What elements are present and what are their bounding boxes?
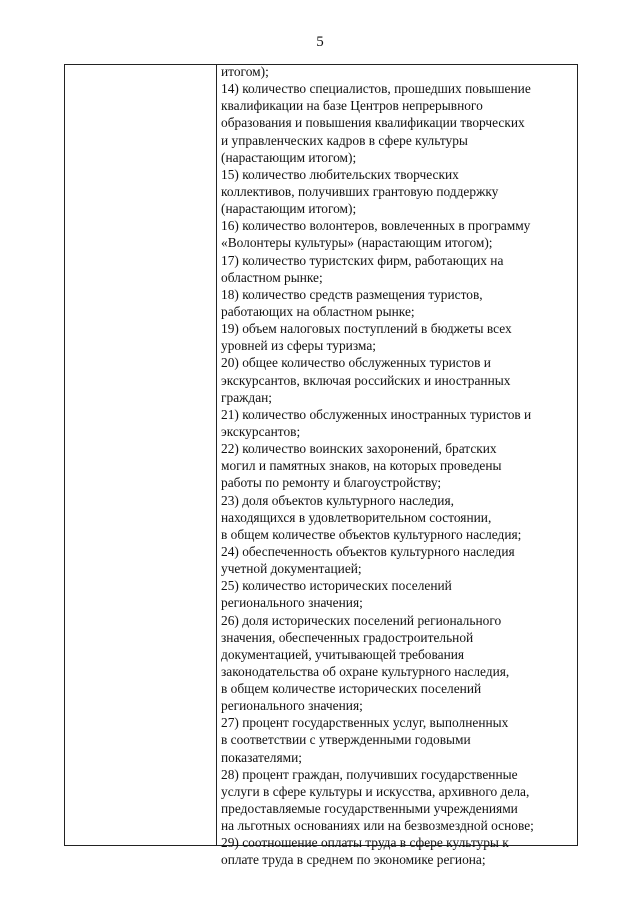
- indicator-line: услуги в сфере культуры и искусства, архивного дела,: [221, 783, 530, 799]
- indicator-line: в общем количестве исторических поселений: [221, 681, 482, 697]
- indicator-line: граждан;: [221, 389, 273, 405]
- indicator-line: 23) доля объектов культурного наследия,: [221, 492, 454, 508]
- indicator-line: учетной документацией;: [221, 561, 362, 577]
- indicator-line: документацией, учитывающей требования: [221, 646, 465, 662]
- indicator-line: регионального значения;: [221, 698, 363, 714]
- indicator-line: работающих на областном рынке;: [221, 303, 415, 319]
- indicator-line: (нарастающим итогом);: [221, 201, 357, 217]
- indicator-line: работы по ремонту и благоустройству;: [221, 475, 442, 491]
- indicator-line: на льготных основаниях или на безвозмездной основе;: [221, 818, 534, 834]
- indicator-line: областном рынке;: [221, 269, 323, 285]
- indicator-line: и управленческих кадров в сфере культуры: [221, 132, 468, 148]
- indicator-line: могил и памятных знаков, на которых проведены: [221, 458, 502, 474]
- indicator-line: 28) процент граждан, получивших государственные: [221, 766, 518, 782]
- indicator-line: экскурсантов, включая российских и иностранных: [221, 372, 511, 388]
- indicator-line: 20) общее количество обслуженных туристов и: [221, 355, 491, 371]
- indicator-line: итогом);: [221, 64, 269, 79]
- indicator-line: 14) количество специалистов, прошедших повышение: [221, 81, 531, 97]
- indicator-line: 19) объем налоговых поступлений в бюджеты всех: [221, 321, 512, 337]
- indicator-line: 17) количество туристских фирм, работающих на: [221, 252, 504, 268]
- indicator-line: значения, обеспеченных градостроительной: [221, 629, 474, 645]
- page-number: 5: [316, 34, 324, 50]
- indicator-line: 26) доля исторических поселений регионального: [221, 612, 502, 628]
- indicator-line: находящихся в удовлетворительном состоянии,: [221, 509, 492, 525]
- indicator-line: квалификации на базе Центров непрерывного: [221, 98, 483, 114]
- indicator-line: 29) соотношение оплаты труда в сфере культуры к: [221, 835, 509, 851]
- indicator-line: предоставляемые государственными учреждениями: [221, 801, 518, 817]
- indicator-line: коллективов, получивших грантовую поддержку: [221, 183, 499, 199]
- indicator-line: 22) количество воинских захоронений, братских: [221, 441, 497, 457]
- indicator-line: 24) обеспеченность объектов культурного наследия: [221, 543, 515, 559]
- indicator-line: уровней из сферы туризма;: [221, 338, 376, 354]
- indicator-line: (нарастающим итогом);: [221, 149, 357, 165]
- indicator-line: 15) количество любительских творческих: [221, 166, 459, 182]
- indicator-line: в общем количестве объектов культурного наследия;: [221, 526, 522, 542]
- indicator-line: 27) процент государственных услуг, выполненных: [221, 715, 509, 731]
- indicator-line: 16) количество волонтеров, вовлеченных в программу: [221, 218, 531, 234]
- indicator-line: показателями;: [221, 749, 302, 765]
- indicator-line: оплате труда в среднем по экономике региона;: [221, 852, 486, 868]
- indicator-line: образования и повышения квалификации творческих: [221, 115, 525, 131]
- indicator-line: 21) количество обслуженных иностранных туристов и: [221, 406, 532, 422]
- indicator-line: «Волонтеры культуры» (нарастающим итогом);: [221, 235, 493, 251]
- indicator-line: экскурсантов;: [221, 423, 301, 439]
- indicator-line: 25) количество исторических поселений: [221, 578, 452, 594]
- indicator-line: регионального значения;: [221, 595, 363, 611]
- indicator-line: в соответствии с утвержденными годовыми: [221, 732, 471, 748]
- indicator-line: 18) количество средств размещения туристов,: [221, 286, 483, 302]
- indicator-line: законодательства об охране культурного наследия,: [221, 663, 510, 679]
- column-divider: [216, 64, 217, 846]
- indicators-list: [221, 63, 575, 869]
